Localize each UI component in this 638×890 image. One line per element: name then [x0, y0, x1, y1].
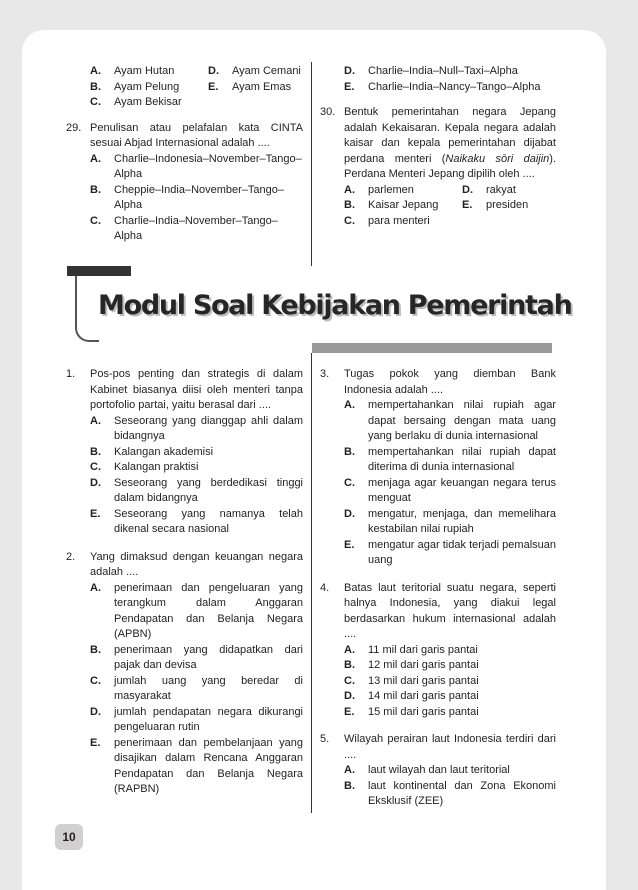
- banner-accent-bar: [67, 266, 131, 276]
- top-right-column: [320, 64, 556, 239]
- question-29: [66, 121, 303, 245]
- column-divider-top: [311, 62, 312, 266]
- option-a: A. Ayam Hutan: [90, 65, 175, 77]
- option-a: A. Seseorang yang dianggap ahli dalam bidangnya: [90, 414, 303, 442]
- option-a: A. penerimaan dan pengeluaran yang terangkum dalam Anggaran Pendapatan dan Belanja Negara (APBN): [90, 581, 303, 640]
- option-c: C. para menteri: [344, 214, 430, 227]
- bottom-right-column: [320, 367, 556, 820]
- bottom-left-column: [66, 367, 303, 808]
- option-a: A. 11 mil dari garis pantai: [344, 643, 478, 656]
- option-d: D. mengatur, menjaga, dan memelihara kestabilan nilai rupiah: [344, 507, 556, 535]
- option-b: B. Cheppie–India–November–Tango–Alpha: [90, 183, 285, 211]
- option-e: E. penerimaan dan pembelanjaan yang disajikan dalam Rencana Anggaran Pendapatan dan Belanja Negara (RAPBN): [90, 736, 303, 795]
- option-d: D. Charlie–India–Null–Taxi–Alpha: [344, 65, 518, 77]
- option-e: E. Seseorang yang namanya telah dikenal secara nasional: [90, 507, 303, 535]
- question-30: [320, 105, 556, 229]
- question-4: [320, 581, 556, 721]
- banner-underline-bar: [312, 343, 552, 353]
- option-e: E. presiden: [462, 199, 529, 211]
- option-e: E. Ayam Emas: [208, 80, 292, 93]
- option-c: C. menjaga agar keuangan negara terus menguat: [344, 476, 556, 504]
- option-b: B. Kaisar Jepang: [344, 199, 439, 211]
- question-number: 29.: [66, 121, 82, 134]
- question-text: Penulisan atau pelafalan kata CINTA sesuai Abjad Internasional adalah ....: [90, 121, 303, 149]
- question-3: [320, 367, 556, 569]
- option-d: D. Ayam Cemani: [208, 65, 301, 77]
- option-c: C. Kalangan praktisi: [90, 461, 199, 473]
- question-text: Batas laut teritorial suatu negara, seperti halnya Indonesia, yang diakui legal berdasarkan hukum internasional adalah ....: [344, 581, 556, 640]
- question-number: 3.: [320, 368, 330, 380]
- question-text: Tugas pokok yang diemban Bank Indonesia adalah ....: [344, 368, 556, 396]
- question-2: [66, 550, 303, 798]
- option-b: B. laut kontinental dan Zona Ekonomi Eksklusif (ZEE): [344, 779, 556, 807]
- question-1: [66, 367, 303, 538]
- q29-continued-options: [320, 64, 556, 95]
- q30-options: [344, 183, 556, 230]
- option-e: E. 15 mil dari garis pantai: [344, 705, 479, 718]
- option-d: D. 14 mil dari garis pantai: [344, 690, 479, 702]
- option-a: A. mempertahankan nilai rupiah agar dapat bersaing dengan mata uang yang berlaku di dunia internasional: [344, 399, 556, 442]
- q28-options: [90, 64, 303, 111]
- option-b: B. Ayam Pelung: [90, 80, 180, 93]
- option-b: B. 12 mil dari garis pantai: [344, 659, 479, 671]
- option-a: A. parlemen: [344, 183, 414, 196]
- top-left-column: [66, 64, 303, 255]
- column-divider-bottom: [311, 353, 312, 813]
- option-c: C. jumlah uang yang beredar di masyarakat: [90, 674, 303, 702]
- option-d: D. jumlah pendapatan negara dikurangi pengeluaran rutin: [90, 705, 303, 733]
- question-text: Pos-pos penting dan strategis di dalam Kabinet biasanya diisi oleh menteri tanpa portofolio partai, yaitu berasal dari ....: [90, 368, 303, 411]
- option-e: E. Charlie–India–Nancy–Tango–Alpha: [344, 80, 541, 93]
- option-d: D. rakyat: [462, 183, 516, 196]
- question-text: Yang dimaksud dengan keuangan negara adalah ....: [90, 550, 303, 578]
- option-b: B. Kalangan akademisi: [90, 445, 214, 458]
- page-number: 10: [55, 824, 83, 850]
- option-b: B. mempertahankan nilai rupiah dapat diterima di dunia internasional: [344, 445, 556, 473]
- option-e: E. mengatur agar tidak terjadi pemalsuan uang: [344, 538, 556, 566]
- question-text: Wilayah perairan laut Indonesia terdiri dari ....: [344, 733, 556, 761]
- question-number: 2.: [66, 550, 76, 563]
- question-5: [320, 732, 556, 810]
- option-c: C. 13 mil dari garis pantai: [344, 674, 479, 687]
- option-d: D. Seseorang yang berdedikasi tinggi dalam bidangnya: [90, 476, 303, 504]
- banner-bracket: [75, 276, 99, 342]
- option-a: A. laut wilayah dan laut teritorial: [344, 764, 510, 776]
- option-c: C. Ayam Bekisar: [90, 96, 182, 108]
- option-a: A. Charlie–Indonesia–November–Tango–Alpha: [90, 152, 302, 180]
- question-number: 5.: [320, 733, 330, 745]
- section-title: Modul Soal Kebijakan Pemerintah: [98, 290, 572, 321]
- question-number: 30.: [320, 106, 336, 118]
- option-c: C. Charlie–India–November–Tango–Alpha: [90, 214, 278, 242]
- question-number: 1.: [66, 368, 76, 380]
- option-b: B. penerimaan yang didapatkan dari pajak dan devisa: [90, 643, 303, 671]
- question-number: 4.: [320, 581, 330, 594]
- question-text: Bentuk pemerintahan negara Jepang adalah Kekaisaran. Kepala negara adalah kaisar dan kepala pemerintahan dijabat perdana menteri (Naikaku sōri daijin). Perdana Menteri Jepang dipilih oleh ....: [344, 106, 557, 180]
